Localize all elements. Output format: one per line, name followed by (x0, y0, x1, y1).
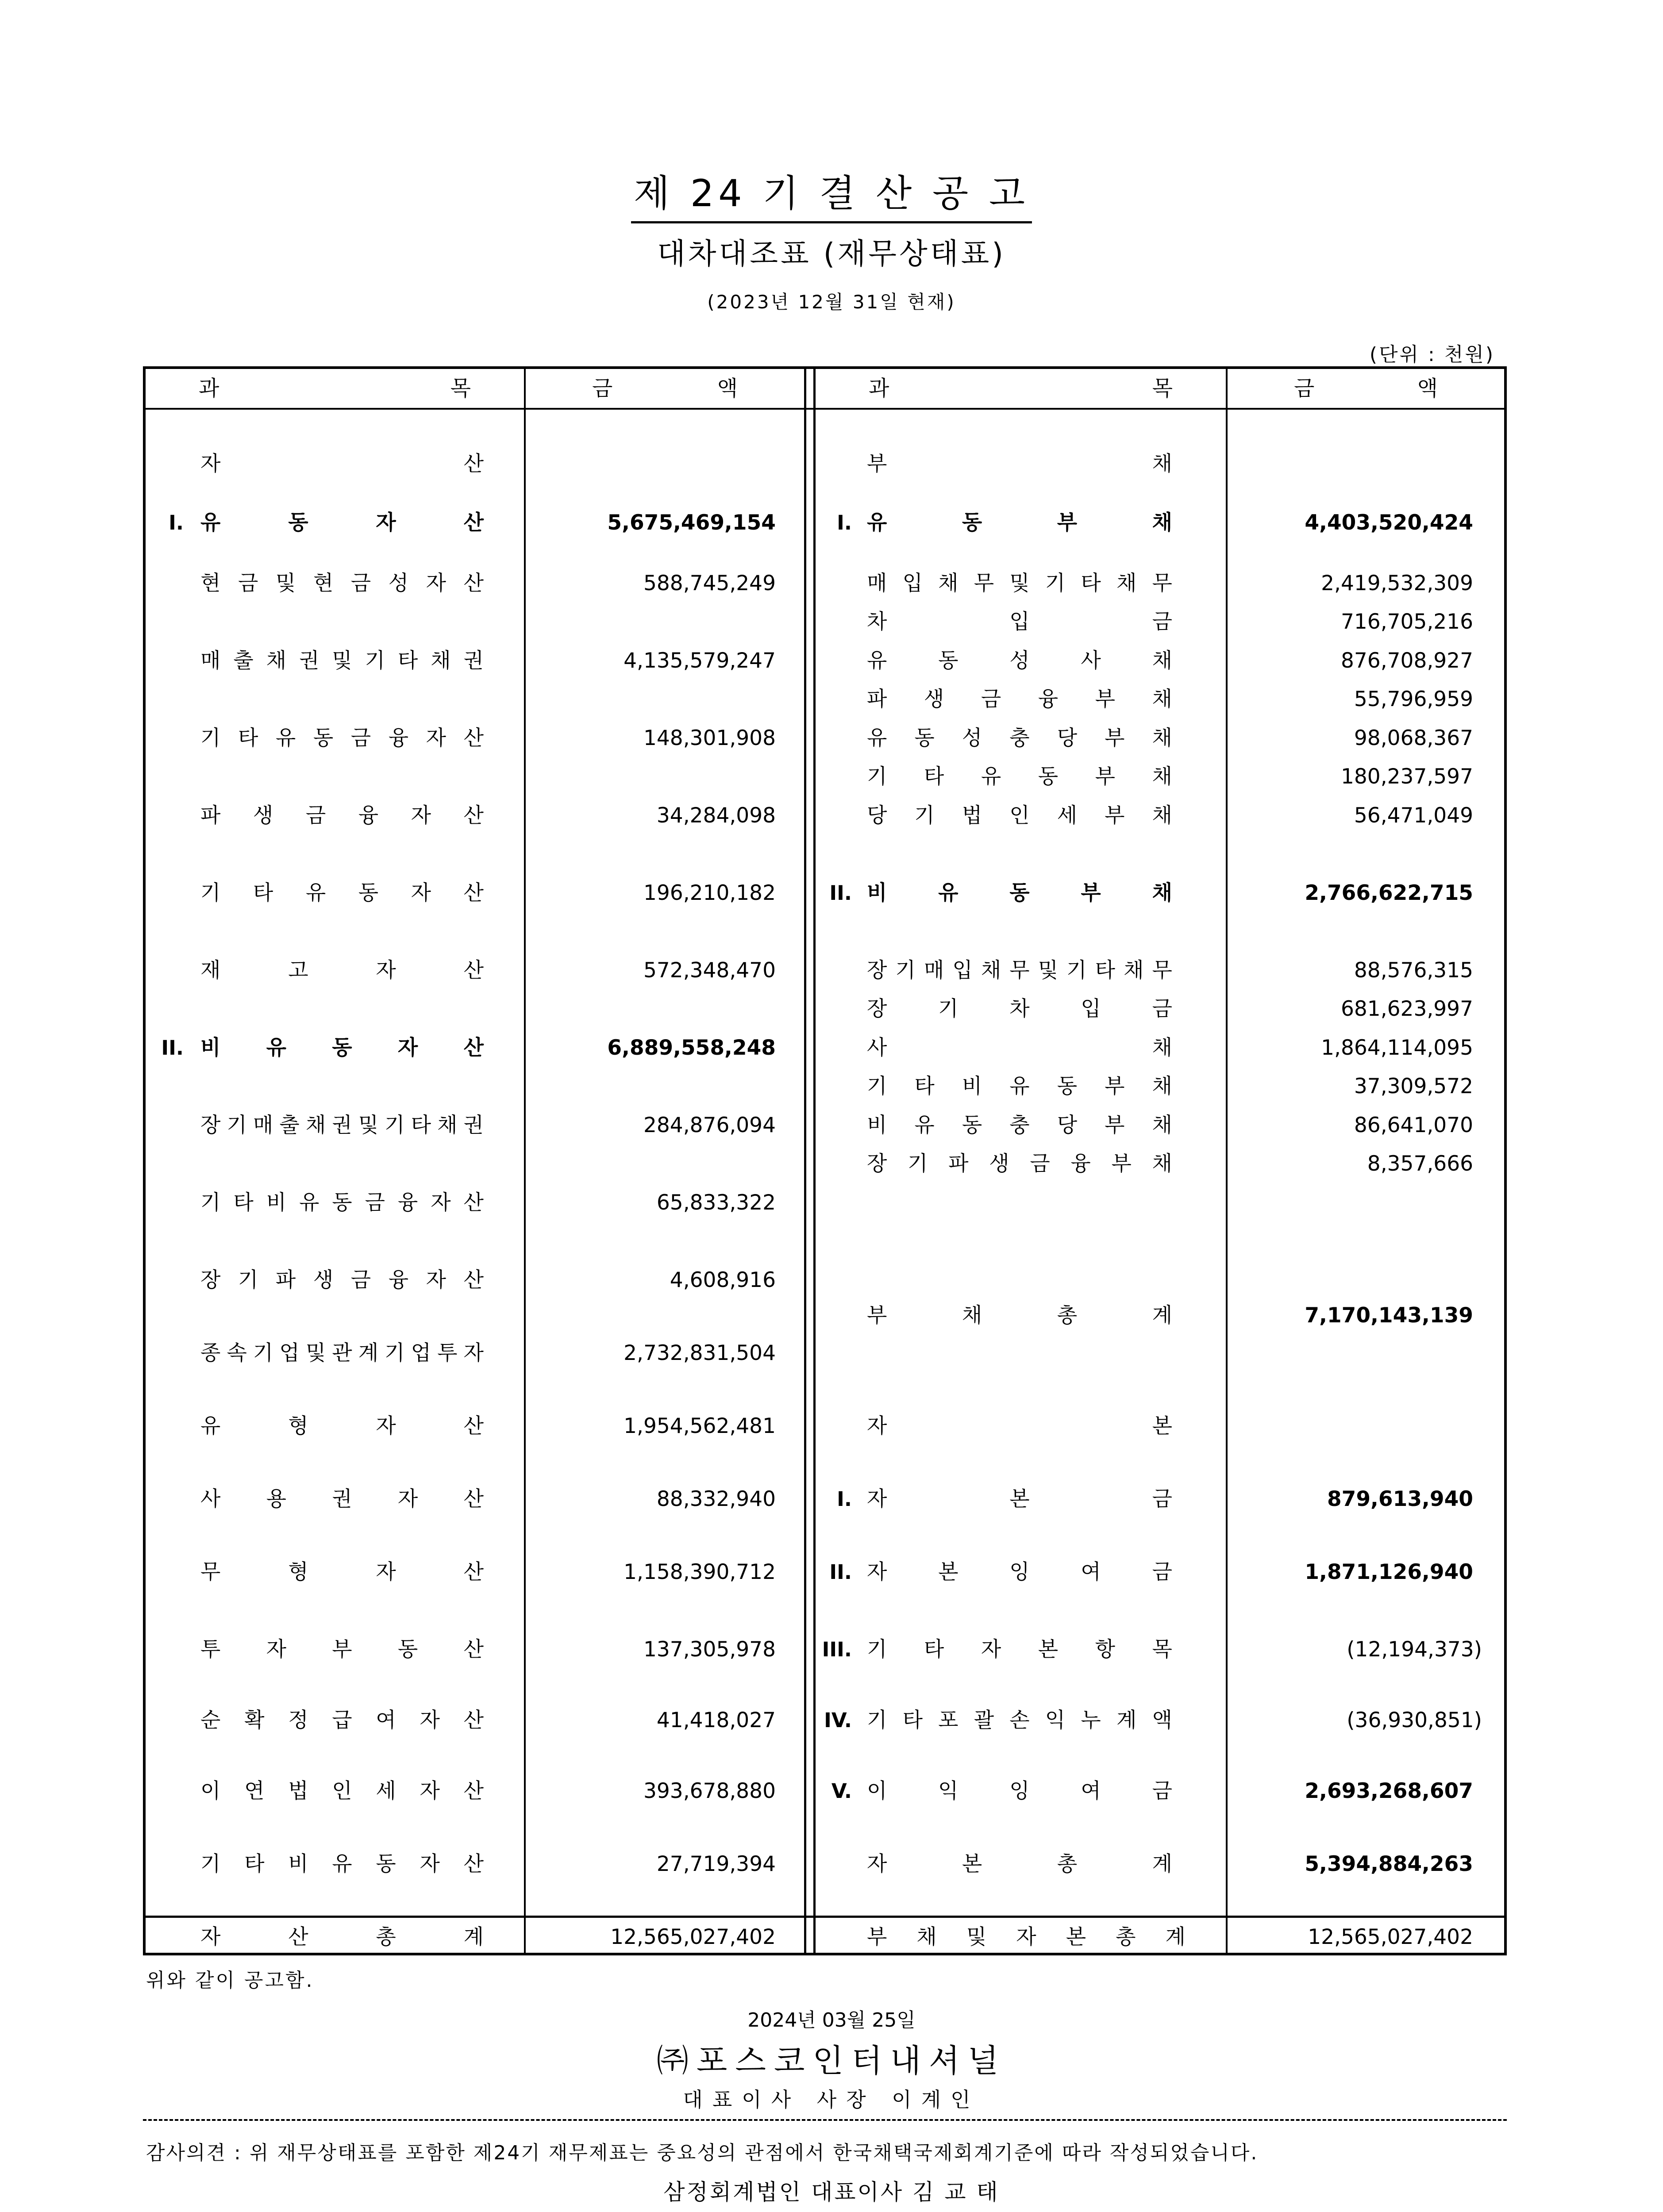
liability-row-value: (12,194,373) (1347, 1637, 1482, 1662)
statement-subtitle: 대차대조표 (재무상태표) (657, 237, 1006, 271)
liability-row-value: 681,623,997 (1340, 997, 1473, 1021)
liability-row-label: 자 본 총 계 (867, 1852, 1172, 1876)
audit-opinion: 감사의견 : 위 재무상태표를 포함한 제24기 재무제표는 중요성의 관점에서 한국채택국제회계기준에 따라 작성되었습니다. (146, 2142, 1259, 2164)
asset-row-value: 6,889,558,248 (607, 1036, 776, 1060)
left-amount-header: 금 액 (592, 376, 738, 401)
liability-row-label: 기 타 비 유 동 부 채 (867, 1074, 1172, 1098)
liability-row-label: 파 생 금 융 부 채 (867, 687, 1172, 711)
asset-row-label: 기 타 비 유 동 금 융 자 산 (200, 1190, 484, 1215)
asset-row-label: 이 연 법 인 세 자 산 (200, 1779, 484, 1803)
unit-label: (단위 : 천원) (1369, 343, 1495, 366)
liability-row-label: 사 채 (867, 1036, 1172, 1060)
liability-row-value: 2,693,268,607 (1305, 1779, 1473, 1803)
liability-row-value: 88,576,315 (1354, 958, 1473, 983)
asset-row-label: 재 고 자 산 (200, 958, 484, 983)
dashed-separator (143, 2119, 1507, 2121)
liability-row-label: 유 동 성 충 당 부 채 (867, 726, 1172, 750)
asset-row-label: 유 동 자 산 (200, 511, 484, 535)
liability-row-value: 86,641,070 (1354, 1113, 1473, 1137)
liability-row-label: 장 기 매 입 채 무 및 기 타 채 무 (867, 958, 1172, 983)
liability-row-value: 5,394,884,263 (1305, 1852, 1473, 1876)
asset-row-label: 기 타 비 유 동 자 산 (200, 1852, 484, 1876)
liability-row-number: V. (831, 1779, 852, 1803)
asset-row-value: 1,158,390,712 (624, 1560, 776, 1584)
asset-row-value: 4,608,916 (670, 1268, 776, 1292)
liability-row-label: 당 기 법 인 세 부 채 (867, 803, 1172, 828)
column-divider (813, 369, 816, 1953)
asset-row-value: 572,348,470 (643, 958, 776, 983)
asset-row-value: 1,954,562,481 (624, 1414, 776, 1438)
liability-row-label: 자 본 잉 여 금 (867, 1560, 1172, 1584)
liability-row-value: 4,403,520,424 (1305, 511, 1473, 535)
liability-row-label: 이 익 잉 여 금 (867, 1779, 1172, 1803)
asset-row-number: I. (169, 511, 184, 534)
liability-row-label: 유 동 부 채 (867, 511, 1172, 535)
asset-row-value: 88,332,940 (656, 1487, 776, 1511)
asset-row-value: 284,876,094 (643, 1113, 776, 1137)
asset-row-value: 2,732,831,504 (624, 1341, 776, 1365)
liability-row-label: 자 본 (867, 1414, 1172, 1438)
column-divider (804, 369, 806, 1953)
balance-sheet-table (143, 366, 1507, 1955)
liability-row-value: 180,237,597 (1340, 764, 1473, 789)
liability-row-label: 부 채 총 계 (867, 1303, 1172, 1328)
liability-row-label: 자 본 금 (867, 1487, 1172, 1511)
total-assets-label: 자 산 총 계 (200, 1925, 484, 1949)
liability-row-value: 56,471,049 (1354, 803, 1473, 828)
liability-row-value: 1,871,126,940 (1305, 1560, 1473, 1584)
asset-row-value: 588,745,249 (643, 571, 776, 595)
liability-row-value: 55,796,959 (1354, 687, 1473, 711)
header-divider (146, 408, 1504, 410)
asset-row-label: 기 타 유 동 금 융 자 산 (200, 726, 484, 750)
total-divider (146, 1916, 1504, 1918)
asset-row-value: 65,833,322 (656, 1190, 776, 1215)
liability-row-value: 7,170,143,139 (1305, 1303, 1473, 1328)
liability-row-value: 879,613,940 (1327, 1487, 1473, 1511)
liability-row-label: 부 채 (867, 452, 1172, 476)
liability-row-number: I. (837, 1487, 852, 1511)
asset-row-label: 자 산 (200, 452, 484, 476)
liability-row-label: 매 입 채 무 및 기 타 채 무 (867, 571, 1172, 595)
liability-row-label: 기 타 유 동 부 채 (867, 764, 1172, 789)
asset-row-label: 비 유 동 자 산 (200, 1036, 484, 1060)
liability-row-value: 2,419,532,309 (1321, 571, 1473, 595)
liability-row-label: 장 기 파 생 금 융 부 채 (867, 1152, 1172, 1176)
liability-row-label: 기 타 자 본 항 목 (867, 1637, 1172, 1662)
liability-row-number: IV. (824, 1709, 852, 1732)
publish-date: 2024년 03월 25일 (747, 2009, 916, 2032)
asset-row-label: 순 확 정 급 여 자 산 (200, 1708, 484, 1732)
liability-row-number: II. (829, 881, 852, 905)
asset-row-label: 투 자 부 동 산 (200, 1637, 484, 1662)
asset-row-value: 27,719,394 (656, 1852, 776, 1876)
left-subject-header: 과 목 (199, 376, 471, 401)
liability-row-label: 비 유 동 부 채 (867, 881, 1172, 905)
total-liabilities-equity-value: 12,565,027,402 (1308, 1925, 1473, 1949)
asset-row-label: 장 기 매 출 채 권 및 기 타 채 권 (200, 1113, 484, 1137)
asset-row-label: 사 용 권 자 산 (200, 1487, 484, 1511)
liability-row-value: 8,357,666 (1367, 1152, 1473, 1176)
total-assets-value: 12,565,027,402 (610, 1925, 776, 1949)
asset-row-label: 장 기 파 생 금 융 자 산 (200, 1268, 484, 1292)
asset-row-value: 34,284,098 (656, 803, 776, 828)
liability-row-number: I. (837, 511, 852, 534)
liability-row-number: III. (822, 1638, 852, 1661)
asset-row-label: 매 출 채 권 및 기 타 채 권 (200, 649, 484, 673)
liability-row-value: 37,309,572 (1354, 1074, 1473, 1098)
liability-row-value: (36,930,851) (1347, 1708, 1482, 1732)
asset-row-label: 유 형 자 산 (200, 1414, 484, 1438)
statement-date: (2023년 12월 31일 현재) (707, 291, 956, 313)
liability-row-label: 차 입 금 (867, 610, 1172, 634)
liability-row-value: 876,708,927 (1340, 649, 1473, 673)
asset-row-value: 41,418,027 (656, 1708, 776, 1732)
liability-row-label: 장 기 차 입 금 (867, 997, 1172, 1021)
liability-row-label: 비 유 동 충 당 부 채 (867, 1113, 1172, 1137)
total-liabilities-equity-label: 부 채 및 자 본 총 계 (867, 1925, 1186, 1949)
asset-row-value: 393,678,880 (643, 1779, 776, 1803)
asset-row-value: 4,135,579,247 (624, 649, 776, 673)
liability-row-value: 1,864,114,095 (1321, 1036, 1473, 1060)
liability-row-label: 유 동 성 사 채 (867, 649, 1172, 673)
asset-row-value: 148,301,908 (643, 726, 776, 750)
liability-row-value: 2,766,622,715 (1305, 881, 1473, 905)
asset-row-label: 현 금 및 현 금 성 자 산 (200, 571, 484, 595)
asset-row-label: 기 타 유 동 자 산 (200, 881, 484, 905)
asset-row-number: II. (161, 1036, 184, 1060)
announcement-title: 제 24 기 결 산 공 고 (0, 164, 1663, 217)
liability-row-value: 716,705,216 (1340, 610, 1473, 634)
ceo-name: 대표이사 사장 이계인 (683, 2088, 980, 2112)
liability-row-number: II. (829, 1560, 852, 1584)
asset-row-value: 196,210,182 (643, 881, 776, 905)
right-subject-header: 과 목 (869, 376, 1173, 401)
asset-row-value: 137,305,978 (643, 1637, 776, 1662)
company-name: ㈜포스코인터내셔널 (656, 2042, 1007, 2079)
asset-row-label: 무 형 자 산 (200, 1560, 484, 1584)
asset-row-label: 종 속 기 업 및 관 계 기 업 투 자 (200, 1341, 484, 1365)
asset-row-value: 5,675,469,154 (607, 511, 776, 535)
liability-row-value: 98,068,367 (1354, 726, 1473, 750)
right-amount-header: 금 액 (1294, 376, 1438, 401)
liability-row-label: 기 타 포 괄 손 익 누 계 액 (867, 1708, 1172, 1732)
auditor-name: 삼정회계법인 대표이사 김 교 태 (663, 2179, 1000, 2205)
announcement-notice: 위와 같이 공고함. (146, 1969, 314, 1992)
asset-row-label: 파 생 금 융 자 산 (200, 803, 484, 828)
